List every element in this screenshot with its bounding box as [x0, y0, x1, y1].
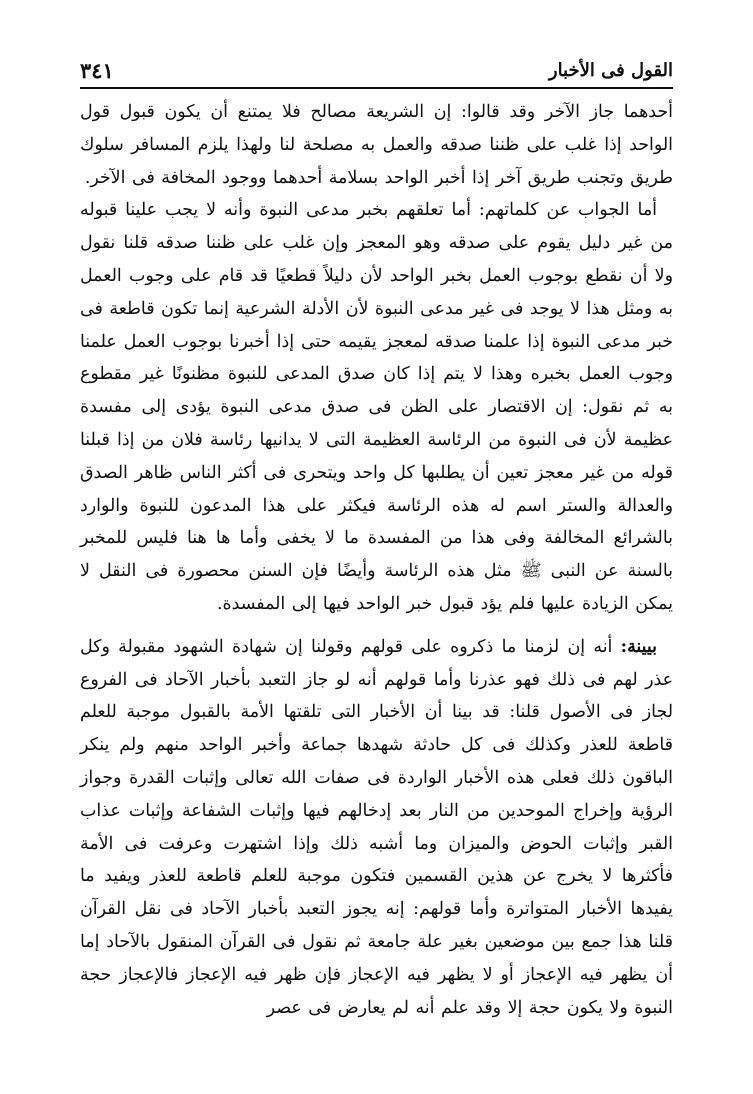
paragraph-3 — [80, 631, 673, 1025]
running-header — [80, 56, 673, 90]
body-text — [80, 96, 673, 1024]
paragraph-1-text: أحدهما جاز الآخر وقد قالوا: إن الشريعة مصالح فلا يمتنع أن يكون قبول قول الواحد إذا غلب على ظننا صدقه والعمل به مصلحة لنا ولهذا يلزم المسافر سلوك طريق وتجنب طريق آخر إذا أخبر الواحد بسلامة أحدهما ووجود المخافة فى الآخر. — [80, 102, 673, 188]
paragraph-3-lead: بيينة: — [620, 636, 657, 657]
page-number: ٣٤١ — [80, 58, 114, 83]
paragraph-2-text: أما الجواب عن كلماتهم: أما تعلقهم بخبر مدعى النبوة وأنه لا يجب علينا قبوله من غير دليل يقوم على صدقه وهو المعجز وإن غلب على ظننا صدقه قلنا نقول ولا أن نقطع بوجوب العمل بخبر الواحد لأن دليلاً قطعيًا قد قام على وجوب العمل به ومثل هذا لا يوجد فى غير مدعى النبوة لأن الأدلة الشرعية إنما تكون قاطعة فى خبر مدعى النبوة إذا علمنا صدقه لمعجز يقيمه حتى إذا أخبرنا بوجوب العمل علمنا وجوب العمل بخبره وهذا لا يتم إذا كان صدق المدعى للنبوة مظنونًا غير مقطوع به ثم نقول: إن الاقتصار على الظن فى صدق مدعى النبوة يؤدى إلى مفسدة عظيمة لأن فى النبوة من الرئاسة العظيمة التى لا يدانيها رئاسة فلان من إذا قبلنا قوله من غير معجز تعين أن يطلبها كل واحد ويتحرى فى أكثر الناس ظاهر الصدق والعدالة والستر اسم له هذه الرئاسة فيكثر على هذا المدعون للنبوة والوارد بالشرائع المخالفة وفى هذا من المفسدة ما لا يخفى وأما ها هنا فليس للمخبر بالسنة عن النبى ﷺ مثل هذه الرئاسة وأيضًا فإن السنن محصورة فى النقل لا يمكن الزيادة عليها فلم يؤد قبول خبر الواحد فيها إلى المفسدة. — [80, 200, 673, 614]
header-divider — [80, 87, 673, 89]
running-title: القول فى الأخبار — [548, 60, 673, 81]
paragraph-3-text: أنه إن لزمنا ما ذكروه على قولهم وقولنا إن شهادة الشهود مقبولة وكل عذر لهم فى ذلك فهو عذرنا وأما قولهم أنه لو جاز التعبد بأخبار الآحاد فى الفروع لجاز فى الأصول قلنا: قد بينا أن الأخبار التى تلقتها الأمة بالقبول موجبة للعلم قاطعة للعذر وكذلك فى كل حادثة شهدها جماعة وأخبر الواحد منهم ولم ينكر الباقون ذلك فعلى هذه الأخبار الواردة فى صفات الله تعالى وإثبات القدرة وجواز الرؤية وإخراج الموحدين من النار بعد إدخالهم فيها وإثبات الشفاعة وإثبات عذاب القبر وإثبات الحوض والميزان وما أشبه ذلك وإذا اشتهرت وعرفت فى الأمة فأكثرها لا يخرج عن هذين القسمين فتكون موجبة للعلم قاطعة للعذر ويفيد ما يفيدها الأخبار المتواترة وأما قولهم: إنه يجوز التعبد بأخبار الآحاد فى نقل القرآن قلنا هذا جمع بين موضعين بغير علة جامعة ثم نقول فى القرآن المنقول بالآحاد إما أن يظهر فيه الإعجاز أو لا يظهر فيه الإعجاز فإن ظهر فيه الإعجاز فالإعجاز حجة النبوة ولا يكون حجة إلا وقد علم أنه لم يعارض فى عصر — [80, 636, 673, 1018]
paragraph-1 — [80, 96, 673, 194]
paragraph-2 — [80, 194, 673, 620]
